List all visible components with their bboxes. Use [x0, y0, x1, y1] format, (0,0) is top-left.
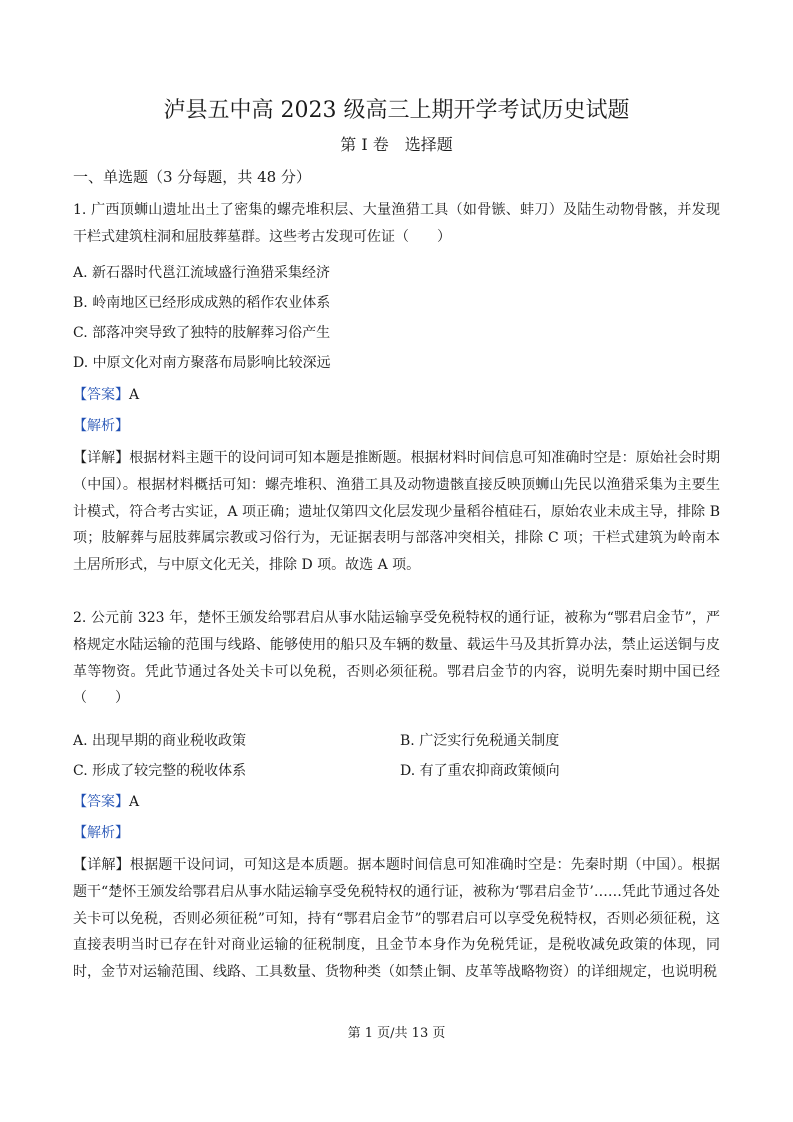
section-heading: 一、单选题（3 分每题，共 48 分）: [73, 168, 311, 186]
q2-answer: [73, 791, 139, 813]
detail-tag: 【详解】: [73, 857, 130, 873]
q1-option-d: D. 中原文化对南方聚落布局影响比较深远: [73, 355, 331, 371]
q2-analysis-tag: [73, 822, 129, 844]
q2-detail: [73, 852, 720, 986]
analysis-tag: 【解析】: [73, 825, 129, 841]
detail-text: 根据材料主题干的设问词可知本题是推断题。根据材料时间信息可知准确时空是：原始社会时期（中国）。根据材料概括可知：螺壳堆积、渔猎工具及动物遗骸直接反映顶蛳山先民以渔猎采集为主要生计模式，符合考古实证，A 项正确；遗址仅第四文化层发现少量稻谷植硅石，原始农业未成主导，排除 B 项；肢解葬与屈肢葬属宗教或习俗行为，无证据表明与部落冲突相关，排除 C 项；干栏式建筑为岭南本土居所形式，与中原文化无关，排除 D 项。故选 A 项。: [73, 450, 721, 574]
q2-option-d: D. 有了重农抑商政策倾向: [400, 763, 560, 779]
q1-option-c: C. 部落冲突导致了独特的肢解葬习俗产生: [73, 325, 331, 341]
detail-tag: 【详解】: [73, 450, 130, 466]
analysis-tag: 【解析】: [73, 418, 129, 434]
q2-option-a: A. 出现早期的商业税收政策: [73, 733, 247, 749]
page-footer: 第 1 页/共 13 页: [347, 1026, 446, 1041]
q1-option-b: B. 岭南地区已经形成成熟的稻作农业体系: [73, 295, 331, 311]
page-title: 泸县五中高 2023 级高三上期开学考试历史试题: [163, 98, 630, 123]
q2-stem: 2. 公元前 323 年，楚怀王颁发给鄂君启从事水陆运输享受免税特权的通行证，被称为“鄂君启金节”，严格规定水陆运输的范围与线路、能够使用的船只及车辆的数量、载运牛马及其折算办法，禁止运送铜与皮革等物资。凭此节通过各处关卡可以免税，否则必须征税。鄂君启金节的内容，说明先秦时期中国已经（ ）: [73, 610, 720, 707]
q2-option-c: C. 形成了较完整的税收体系: [73, 763, 247, 779]
answer-tag: 【答案】: [73, 794, 129, 810]
q2-option-b: B. 广泛实行免税通关制度: [400, 733, 560, 749]
answer-value: A: [129, 794, 140, 810]
q1-answer: [73, 384, 139, 406]
q1-detail: [73, 445, 720, 579]
q1-analysis-tag: [73, 415, 129, 437]
answer-tag: 【答案】: [73, 387, 129, 403]
detail-text: 根据题干设问词，可知这是本质题。据本题时间信息可知准确时空是：先秦时期（中国）。根据题干“楚怀王颁发给鄂君启从事水陆运输享受免税特权的通行证，被称为‘鄂君启金节’……凭此节通过各处关卡可以免税，否则必须征税”可知，持有“鄂君启金节”的鄂君启可以享受免税特权，否则必须征税，这直接表明当时已存在针对商业运输的征税制度，且金节本身作为免税凭证，是税收减免政策的体现，同时，金节对运输范围、线路、工具数量、货物种类（如禁止铜、皮革等战略物资）的详细规定，也说明税: [73, 857, 720, 981]
answer-value: A: [129, 387, 140, 403]
q1-stem: 1. 广西顶蛳山遗址出土了密集的螺壳堆积层、大量渔猎工具（如骨镞、蚌刀）及陆生动物骨骸，并发现干栏式建筑柱洞和屈肢葬墓群。这些考古发现可佐证（ ）: [73, 202, 720, 245]
q1-option-a: A. 新石器时代邕江流域盛行渔猎采集经济: [73, 265, 331, 281]
page-subtitle: 第 I 卷 选择题: [340, 135, 453, 154]
